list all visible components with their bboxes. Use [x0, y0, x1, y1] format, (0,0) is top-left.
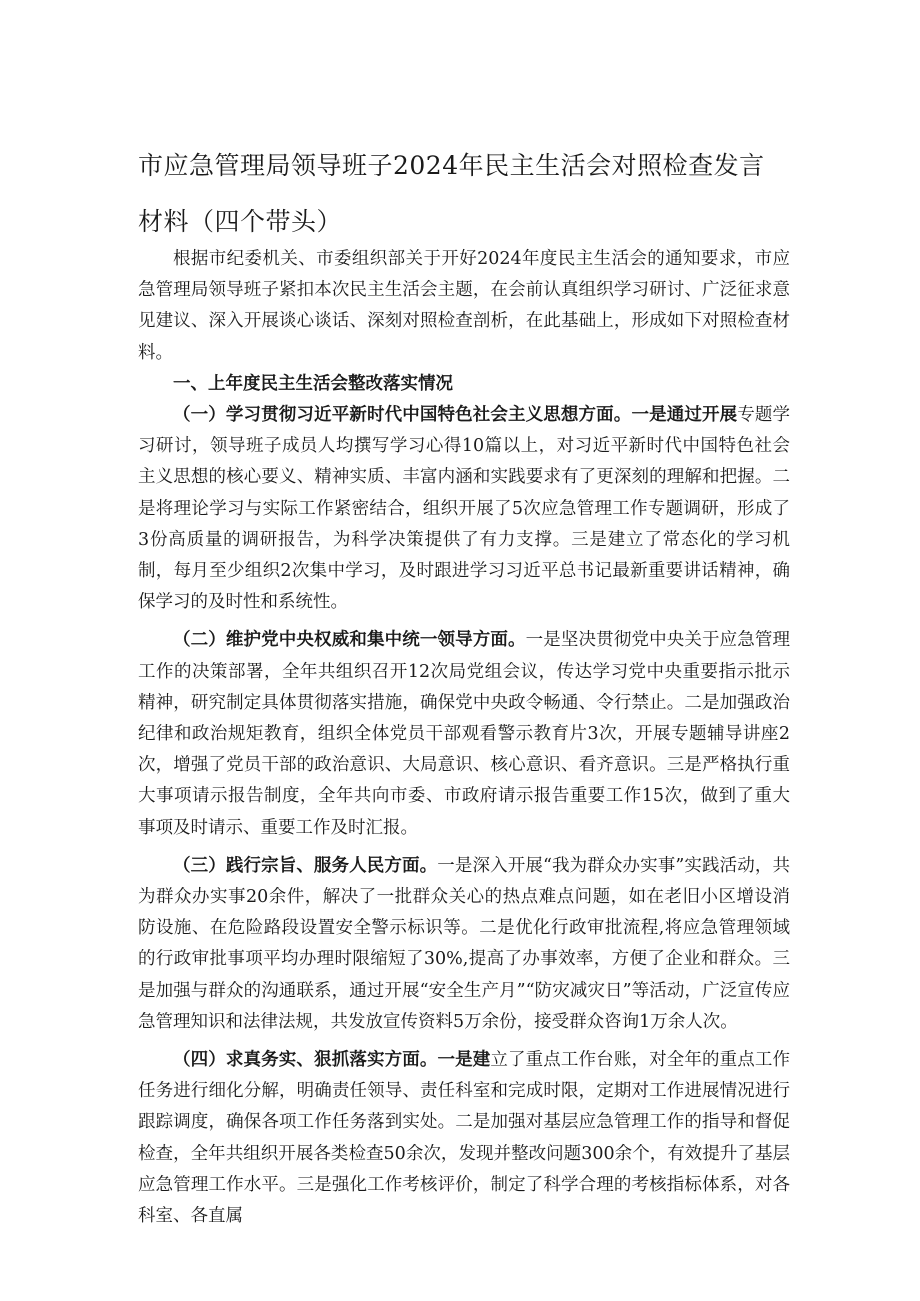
item-lead: （一）学习贯彻习近平新时代中国特色社会主义思想方面。一是通过开展 [173, 405, 738, 426]
section-heading: 一、上年度民主生活会整改落实情况 [173, 373, 453, 394]
item-text: 立了重点工作台账，对全年的重点工作任务进行细化分解，明确责任领导、责任科室和完成时限，定期对工作进展情况进行跟踪调度，确保各项工作任务落到实处。二是加强对基层应急管理工作的指导和督促检查，全年共组织开展各类检查50余次，发现并整改问题300余个，有效提升了基层应急管理工作水平。三是强化工作考核评价，制定了科学合理的考核指标体系，对各科室、各直属 [138, 1050, 791, 1227]
item-text: 专题学习研讨，领导班子成员人均撰写学习心得10篇以上，对习近平新时代中国特色社会主义思想的核心要义、精神实质、丰富内涵和实践要求有了更深刻的理解和把握。二是将理论学习与实际工作紧密结合，组织开展了5次应急管理工作专题调研，形成了3份高质量的调研报告，为科学决策提供了有力支撑。三是建立了常态化的学习机制，每月至少组织2次集中学习，及时跟进学习习近平总书记最新重要讲话精神，确保学习的及时性和系统性。 [138, 405, 790, 613]
item-text: 一是深入开展“我为群众办实事”实践活动，共为群众办实事20余件，解决了一批群众关心的热点难点问题，如在老旧小区增设消防设施、在危险路段设置安全警示标识等。二是优化行政审批流程,将应急管理领域的行政审批事项平均办理时限缩短了30%,提高了办事效率，方便了企业和群众。三是加强与群众的沟通联系，通过开展“安全生产月”“防灾减灾日”等活动，广泛宣传应急管理知识和法律法规，共发放宣传资料5万余份，接受群众咨询1万余人次。 [138, 855, 790, 1032]
item-lead: （二）维护党中央权威和集中统一领导方面。 [173, 630, 526, 651]
item-paragraph-4 [138, 1045, 790, 1232]
intro-paragraph: 根据市纪委机关、市委组织部关于开好2024年度民主生活会的通知要求，市应急管理局领导班子紧扣本次民主生活会主题，在会前认真组织学习研讨、广泛征求意见建议、深入开展谈心谈话、深刻对照检查剖析，在此基础上，形成如下对照检查材料。 [138, 249, 790, 363]
page-title: 市应急管理局领导班子2024年民主生活会对照检查发言材料（四个带头） [138, 151, 765, 236]
item-text: 一是坚决贯彻党中央关于应急管理工作的决策部署，全年共组织召开12次局党组会议，传达学习党中央重要指示批示精神，研究制定具体贯彻落实措施，确保党中央政令畅通、令行禁止。二是加强政治纪律和政治规矩教育，组织全体党员干部观看警示教育片3次，开展专题辅导讲座2次，增强了党员干部的政治意识、大局意识、核心意识、看齐意识。三是严格执行重大事项请示报告制度，全年共向市委、市政府请示报告重要工作15次，做到了重大事项及时请示、重要工作及时汇报。 [138, 630, 791, 838]
item-paragraph-1 [138, 400, 790, 618]
document-body [138, 244, 790, 1232]
item-paragraph-2 [138, 625, 790, 843]
item-lead: （四）求真务实、狠抓落实方面。一是建 [173, 1050, 491, 1071]
item-lead: （三）践行宗旨、服务人民方面。 [173, 855, 438, 876]
item-paragraph-3 [138, 851, 790, 1038]
